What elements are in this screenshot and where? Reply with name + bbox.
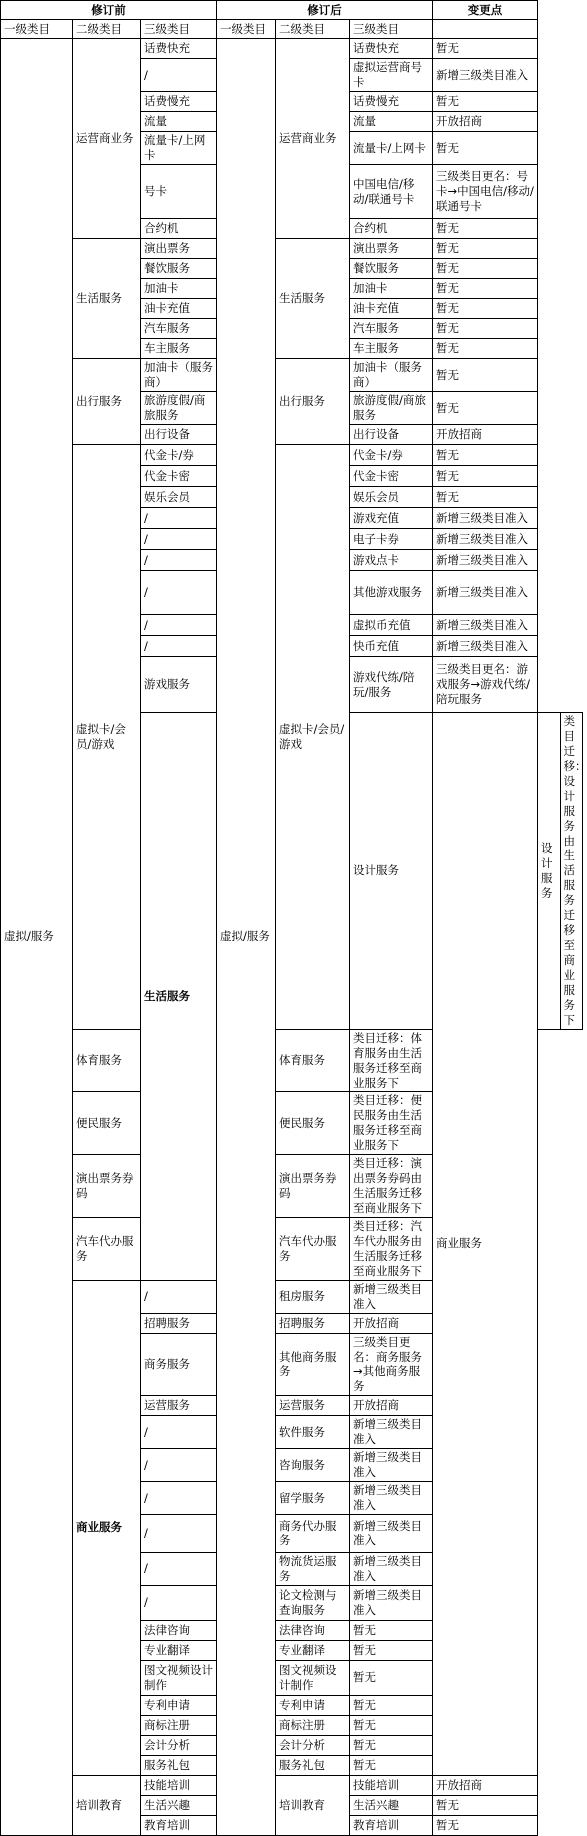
change-cell: 暂无	[433, 239, 538, 259]
change-cell: 开放招商	[433, 1775, 538, 1795]
l3-before-cell: /	[141, 1280, 217, 1313]
table-row	[1, 359, 583, 392]
table-row	[1, 445, 583, 466]
l3-after-cell: 加油卡	[350, 279, 433, 299]
change-cell: 暂无	[433, 92, 538, 112]
l3-after-cell: 其他商务服务	[276, 1333, 350, 1396]
l3-before-cell: 生活兴趣	[141, 1795, 217, 1815]
change-cell: 新增三级类目准入	[350, 1280, 433, 1313]
change-cell: 暂无	[433, 466, 538, 487]
change-cell: 暂无	[433, 299, 538, 319]
l3-after-cell: 餐饮服务	[350, 259, 433, 279]
change-cell: 新增三级类目准入	[433, 59, 538, 92]
l3-after-cell: 汽车代办服务	[276, 1217, 350, 1280]
l3-after-cell: 合约机	[350, 219, 433, 239]
l3-before-cell: 车主服务	[141, 339, 217, 359]
l3-before-cell: 加油卡（服务商）	[141, 359, 217, 392]
change-cell: 开放招商	[350, 1313, 433, 1333]
change-cell: 暂无	[350, 1695, 433, 1715]
l3-before-cell: 游戏服务	[141, 657, 217, 713]
l3-before-cell: 代金卡密	[141, 466, 217, 487]
change-cell: 暂无	[433, 279, 538, 299]
change-cell: 类目迁移：便民服务由生活服务迁移至商业服务下	[350, 1092, 433, 1155]
l3-after-cell: 运营服务	[276, 1396, 350, 1416]
l3-after-cell: 演出票务	[350, 239, 433, 259]
l3-before-cell: /	[141, 1482, 217, 1515]
header-change: 变更点	[433, 1, 538, 20]
change-cell: 暂无	[350, 1660, 433, 1695]
l3-before-cell: 油卡充值	[141, 299, 217, 319]
l3-before-cell: 商务服务	[141, 1333, 217, 1396]
l3-after-cell: 物流货运服务	[276, 1552, 350, 1585]
l3-before-cell: /	[141, 1585, 217, 1620]
l3-before-cell: /	[141, 529, 217, 550]
l3-before-cell: 会计分析	[141, 1735, 217, 1755]
col-header-l1-before: 一级类目	[1, 20, 73, 39]
change-cell: 暂无	[350, 1640, 433, 1660]
l3-before-cell: 旅游度假/商旅服务	[141, 392, 217, 425]
l3-after-cell: 软件服务	[276, 1416, 350, 1449]
change-cell: 类目迁移：演出票务券码由生活服务迁移至商业服务下	[350, 1155, 433, 1218]
change-cell: 新增三级类目准入	[350, 1449, 433, 1482]
l3-after-cell: 游戏代练/陪玩/服务	[350, 657, 433, 713]
header-before: 修订前	[1, 1, 217, 20]
change-cell: 类目迁移：体育服务由生活服务迁移至商业服务下	[350, 1029, 433, 1092]
l3-after-cell: 其他游戏服务	[350, 571, 433, 615]
col-header-change	[433, 20, 538, 39]
table-row	[1, 39, 583, 59]
change-cell: 三级类目更名：商务服务→其他商务服务	[350, 1333, 433, 1396]
l3-before-cell: 商标注册	[141, 1715, 217, 1735]
l2-after-cell: 生活服务	[276, 239, 350, 359]
l3-after-cell: 商务代办服务	[276, 1514, 350, 1552]
l3-before-cell: 演出票务券码	[73, 1155, 141, 1218]
l3-after-cell: 虚拟运营商号卡	[350, 59, 433, 92]
l3-after-cell: 教育培训	[350, 1815, 433, 1835]
l3-after-cell: 快币充值	[350, 636, 433, 657]
change-cell: 开放招商	[433, 425, 538, 445]
l2-after-cell: 出行服务	[276, 359, 350, 445]
change-cell: 暂无	[350, 1735, 433, 1755]
l3-after-cell: 专利申请	[276, 1695, 350, 1715]
l2-before-cell: 商业服务	[73, 1280, 141, 1775]
l3-before-cell: 技能培训	[141, 1775, 217, 1795]
l3-before-cell: 招聘服务	[141, 1313, 217, 1333]
l3-before-cell: 教育培训	[141, 1815, 217, 1835]
l3-before-cell: 号卡	[141, 165, 217, 219]
l3-before-cell: 演出票务	[141, 239, 217, 259]
change-cell: 暂无	[350, 1620, 433, 1640]
change-cell: 暂无	[433, 339, 538, 359]
l3-before-cell: 餐饮服务	[141, 259, 217, 279]
l3-after-cell: 体育服务	[276, 1029, 350, 1092]
l3-before-cell: 运营服务	[141, 1396, 217, 1416]
change-cell: 暂无	[433, 359, 538, 392]
l3-after-cell: 便民服务	[276, 1092, 350, 1155]
l2-after-cell: 商业服务	[433, 713, 538, 1776]
l1-after-cell: 虚拟/服务	[217, 39, 276, 1836]
change-cell: 新增三级类目准入	[350, 1514, 433, 1552]
l3-before-cell: 图文视频设计制作	[141, 1660, 217, 1695]
l2-before-cell: 运营商业务	[73, 39, 141, 239]
l3-after-cell: 电子卡券	[350, 529, 433, 550]
table-body	[1, 39, 587, 1836]
l3-after-cell: 加油卡（服务商）	[350, 359, 433, 392]
change-cell: 新增三级类目准入	[433, 615, 538, 636]
l3-after-cell: 中国电信/移动/联通号卡	[350, 165, 433, 219]
l3-before-cell: 代金卡/券	[141, 445, 217, 466]
l3-before-cell: /	[141, 550, 217, 571]
l3-before-cell: /	[141, 1552, 217, 1585]
l3-before-cell: /	[141, 636, 217, 657]
l3-before-cell: /	[141, 1416, 217, 1449]
l3-before-cell: 专利申请	[141, 1695, 217, 1715]
change-cell: 暂无	[433, 487, 538, 508]
l3-before-cell: 汽车代办服务	[73, 1217, 141, 1280]
l3-before-cell: 加油卡	[141, 279, 217, 299]
change-cell: 类目迁移：汽车代办服务由生活服务迁移至商业服务下	[350, 1217, 433, 1280]
l3-before-cell: /	[141, 1449, 217, 1482]
l2-after-cell: 虚拟卡/会员/游戏	[276, 445, 350, 1030]
l3-after-cell: 专业翻译	[276, 1640, 350, 1660]
change-cell: 新增三级类目准入	[350, 1552, 433, 1585]
l3-before-cell: 专业翻译	[141, 1640, 217, 1660]
l3-before-cell: 娱乐会员	[141, 487, 217, 508]
change-cell: 新增三级类目准入	[433, 508, 538, 529]
l3-before-cell: 流量卡/上网卡	[141, 132, 217, 165]
l2-before-cell: 培训教育	[73, 1775, 141, 1835]
col-header-l2-after: 二级类目	[276, 20, 350, 39]
l2-before-cell: 生活服务	[141, 713, 217, 1281]
change-cell: 新增三级类目准入	[433, 636, 538, 657]
l3-before-cell: 法律咨询	[141, 1620, 217, 1640]
change-cell: 三级类目更名：游戏服务→游戏代练/陪玩服务	[433, 657, 538, 713]
l3-after-cell: 服务礼包	[276, 1755, 350, 1775]
l3-after-cell: 咨询服务	[276, 1449, 350, 1482]
l3-after-cell: 车主服务	[350, 339, 433, 359]
l3-before-cell: /	[141, 571, 217, 615]
l3-after-cell: 话费慢充	[350, 92, 433, 112]
col-header-l1-after: 一级类目	[217, 20, 276, 39]
change-cell: 暂无	[433, 445, 538, 466]
change-cell: 类目迁移：设计服务由生活服务迁移至商业服务下	[560, 713, 582, 1030]
l3-before-cell: 汽车服务	[141, 319, 217, 339]
l3-after-cell: 设计服务	[538, 713, 560, 1030]
table-header	[1, 1, 583, 39]
col-header-l2-before: 二级类目	[73, 20, 141, 39]
change-cell: 新增三级类目准入	[433, 550, 538, 571]
l2-before-cell: 出行服务	[73, 359, 141, 445]
change-cell: 暂无	[433, 392, 538, 425]
l3-after-cell: 留学服务	[276, 1482, 350, 1515]
l3-after-cell: 生活兴趣	[350, 1795, 433, 1815]
l3-before-cell: /	[141, 508, 217, 529]
change-cell: 暂无	[350, 1715, 433, 1735]
l3-before-cell: 服务礼包	[141, 1755, 217, 1775]
l3-after-cell: 油卡充值	[350, 299, 433, 319]
table-row	[1, 1775, 583, 1795]
col-header-l3-before: 三级类目	[141, 20, 217, 39]
l3-after-cell: 图文视频设计制作	[276, 1660, 350, 1695]
l3-after-cell: 流量卡/上网卡	[350, 132, 433, 165]
l3-after-cell: 话费快充	[350, 39, 433, 59]
l3-after-cell: 游戏点卡	[350, 550, 433, 571]
change-cell: 暂无	[433, 219, 538, 239]
l3-before-cell: 话费慢充	[141, 92, 217, 112]
l3-after-cell: 法律咨询	[276, 1620, 350, 1640]
change-cell: 三级类目更名：号卡→中国电信/移动/联通号卡	[433, 165, 538, 219]
l3-after-cell: 游戏充值	[350, 508, 433, 529]
l3-before-cell: 便民服务	[73, 1092, 141, 1155]
l3-before-cell: 合约机	[141, 219, 217, 239]
l3-before-cell: 体育服务	[73, 1029, 141, 1092]
l3-before-cell: 设计服务	[350, 713, 433, 1030]
l3-after-cell: 虚拟币充值	[350, 615, 433, 636]
l3-after-cell: 商标注册	[276, 1715, 350, 1735]
l3-before-cell: 出行设备	[141, 425, 217, 445]
l1-before-cell: 虚拟/服务	[1, 39, 73, 1836]
change-cell: 新增三级类目准入	[350, 1416, 433, 1449]
change-cell: 暂无	[433, 259, 538, 279]
l3-before-cell: 流量	[141, 112, 217, 132]
header-after: 修订后	[217, 1, 433, 20]
l2-after-cell: 培训教育	[276, 1775, 350, 1835]
l3-after-cell: 租房服务	[276, 1280, 350, 1313]
change-cell: 新增三级类目准入	[433, 571, 538, 615]
l2-after-cell: 运营商业务	[276, 39, 350, 239]
table-row	[1, 239, 583, 259]
l3-after-cell: 汽车服务	[350, 319, 433, 339]
l3-before-cell: /	[141, 59, 217, 92]
l3-after-cell: 技能培训	[350, 1775, 433, 1795]
change-cell: 暂无	[433, 39, 538, 59]
l3-after-cell: 论文检测与查询服务	[276, 1585, 350, 1620]
col-header-l3-after: 三级类目	[350, 20, 433, 39]
l3-after-cell: 旅游度假/商旅服务	[350, 392, 433, 425]
l2-before-cell: 虚拟卡/会员/游戏	[73, 445, 141, 1030]
l3-after-cell: 会计分析	[276, 1735, 350, 1755]
change-cell: 暂无	[433, 132, 538, 165]
l3-after-cell: 代金卡/券	[350, 445, 433, 466]
change-cell: 新增三级类目准入	[350, 1482, 433, 1515]
l3-after-cell: 娱乐会员	[350, 487, 433, 508]
l3-after-cell: 招聘服务	[276, 1313, 350, 1333]
l3-after-cell: 流量	[350, 112, 433, 132]
change-cell: 新增三级类目准入	[350, 1585, 433, 1620]
l3-before-cell: 话费快充	[141, 39, 217, 59]
change-cell: 开放招商	[350, 1396, 433, 1416]
change-cell: 暂无	[350, 1755, 433, 1775]
change-cell: 暂无	[433, 319, 538, 339]
l3-before-cell: /	[141, 1514, 217, 1552]
change-cell: 暂无	[433, 1815, 538, 1835]
change-cell: 开放招商	[433, 112, 538, 132]
change-cell: 暂无	[433, 1795, 538, 1815]
l3-after-cell: 代金卡密	[350, 466, 433, 487]
l3-after-cell: 出行设备	[350, 425, 433, 445]
change-cell: 新增三级类目准入	[433, 529, 538, 550]
l2-before-cell: 生活服务	[73, 239, 141, 359]
l3-after-cell: 演出票务券码	[276, 1155, 350, 1218]
l3-before-cell: /	[141, 615, 217, 636]
